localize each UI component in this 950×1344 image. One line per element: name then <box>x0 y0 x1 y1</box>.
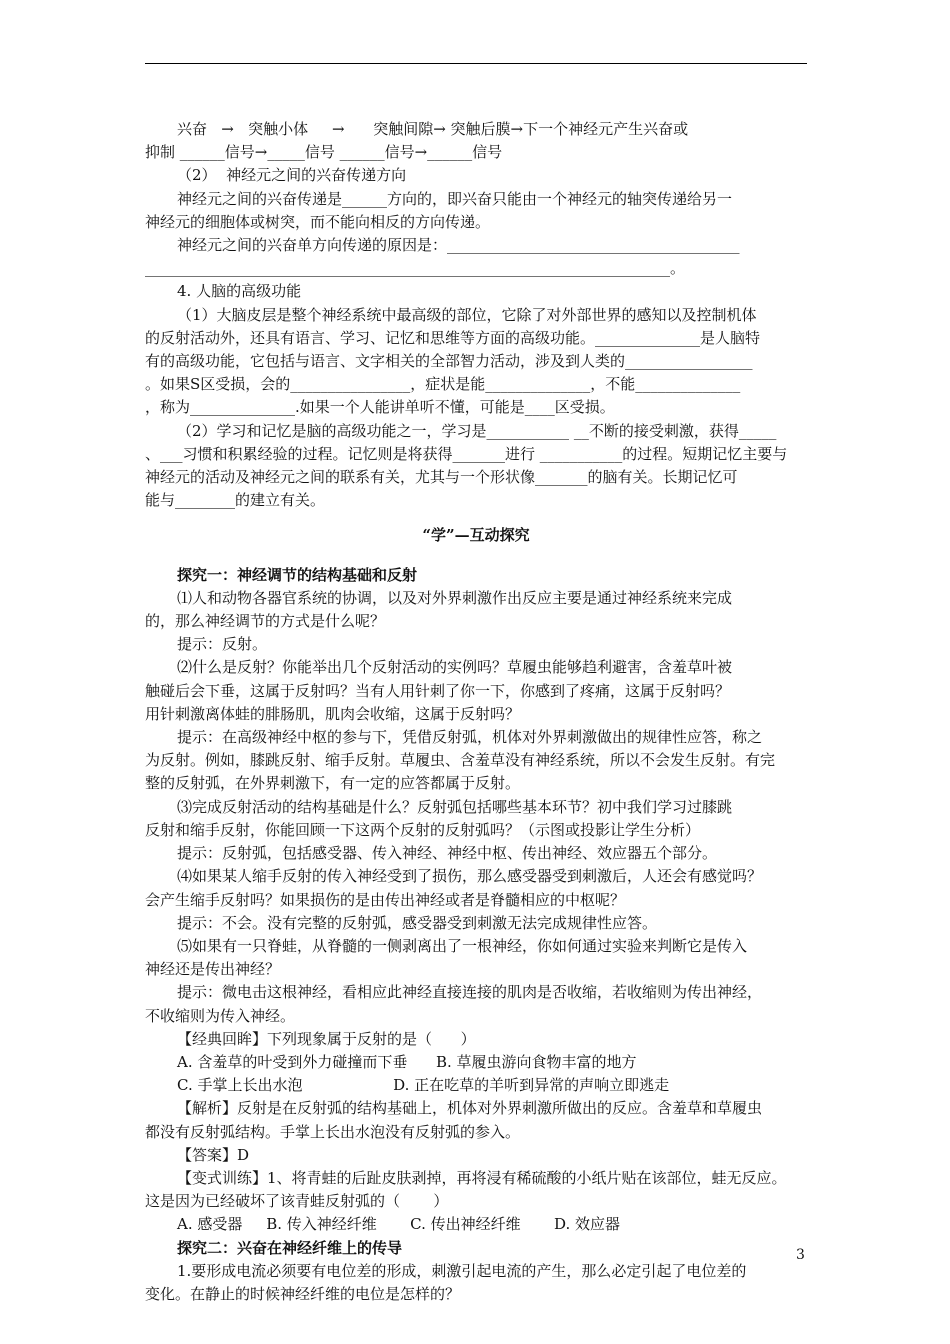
text-line: 变化。在静止的时候神经纤维的电位是怎样的？ <box>145 1284 461 1303</box>
text-line: ⑴人和动物各器官系统的协调，以及对外界刺激作出反应主要是通过神经系统来完成 <box>177 588 733 607</box>
text-line: A. 含羞草的叶受到外力碰撞而下垂 B. 草履虫游向食物丰富的地方 <box>177 1052 637 1071</box>
text-line: （2）学习和记忆是脑的高级功能之一，学习是___________ __不断的接受刺激，获得_____ <box>177 421 777 440</box>
document-body <box>145 118 807 1306</box>
text-line: 神经元的细胞体或树突，而不能向相反的方向传递。 <box>145 212 491 231</box>
page-number: 3 <box>796 1247 805 1263</box>
spacer <box>145 548 807 564</box>
text-line: 反射和缩手反射，你能回顾一下这两个反射的反射弧吗？（示图或投影让学生分析） <box>145 820 701 839</box>
text-line: 4. 人脑的高级功能 <box>177 282 302 301</box>
text-line: 抑制 ______信号→_____信号 ______信号→______信号 <box>145 143 503 162</box>
text-line: 不收缩则为传入神经。 <box>145 1006 296 1025</box>
text-line: ⑸如果有一只脊蛙，从脊髓的一侧剥离出了一根神经，你如何通过实验来判断它是传入 <box>177 936 748 955</box>
text-line: 神经元之间的兴奋单方向传递的原因是：_______________________________________ <box>177 236 740 255</box>
text-line: 神经还是传出神经？ <box>145 960 281 979</box>
text-line: 。如果S区受损，会的________________，症状是能______________，不能______________ <box>145 375 741 394</box>
text-line: 提示：不会。没有完整的反射弧，感受器受到刺激无法完成规律性应答。 <box>177 913 658 932</box>
text-line: 能与________的建立有关。 <box>145 491 326 510</box>
text-line: 提示：反射弧，包括感受器、传入神经、神经中枢、传出神经、效应器五个部分。 <box>177 844 718 863</box>
header-rule <box>145 63 807 64</box>
text-line: 整的反射弧，在外界刺激下，有一定的应答都属于反射。 <box>145 774 521 793</box>
text-line: 会产生缩手反射吗？如果损伤的是由传出神经或者是脊髓相应的中枢呢？ <box>145 890 626 909</box>
text-line: 神经元的活动及神经元之间的联系有关，尤其与一个形状像_______的脑有关。长期记忆可 <box>145 468 738 487</box>
text-line: C. 手掌上长出水泡 D. 正在吃草的羊听到异常的声响立即逃走 <box>177 1076 670 1095</box>
text-line: 【经典回眸】下列现象属于反射的是（ ） <box>177 1029 476 1048</box>
text-line: 1.要形成电流必须要有电位差的形成，刺激引起电流的产生，那么必定引起了电位差的 <box>177 1261 747 1280</box>
text-line: 【答案】D <box>177 1145 250 1164</box>
text-line: 触碰后会下垂，这属于反射吗？当有人用针刺了你一下，你感到了疼痛，这属于反射吗？ <box>145 681 731 700</box>
text-line: 、___习惯和积累经验的过程。记忆则是将获得_______进行 ___________的过程。短期记忆主要与 <box>145 444 788 463</box>
text-line: A. 感受器 B. 传入神经纤维 C. 传出神经纤维 D. 效应器 <box>177 1215 621 1234</box>
text-line: 探究二：兴奋在神经纤维上的传导 <box>177 1238 403 1257</box>
text-line: 的，那么神经调节的方式是什么呢？ <box>145 612 386 631</box>
text-line: 用针刺激离体蛙的腓肠肌，肌肉会收缩，这属于反射吗？ <box>145 704 521 723</box>
text-line: 都没有反射弧结构。手掌上长出水泡没有反射弧的参入。 <box>145 1122 521 1141</box>
text-line: 有的高级功能，它包括与语言、文字相关的全部智力活动，涉及到人类的_________________ <box>145 352 753 371</box>
text-line: ______________________________________________________________________。 <box>145 259 686 278</box>
text-line: 探究一：神经调节的结构基础和反射 <box>177 565 418 584</box>
text-line: 【解析】反射是在反射弧的结构基础上，机体对外界刺激所做出的反应。含羞草和草履虫 <box>177 1099 763 1118</box>
text-line: “学”—互动探究 <box>422 526 530 545</box>
text-line: ，称为______________.如果一个人能讲单听不懂，可能是____区受损。 <box>145 398 615 417</box>
text-line: 提示：微电击这根神经，看相应此神经直接连接的肌肉是否收缩，若收缩则为传出神经， <box>177 983 763 1002</box>
text-line: ⑶完成反射活动的结构基础是什么？反射弧包括哪些基本环节？初中我们学习过膝跳 <box>177 797 733 816</box>
text-line: ⑷如果某人缩手反射的传入神经受到了损伤，那么感受器受到刺激后，人还会有感觉吗？ <box>177 867 763 886</box>
text-line: 【变式训练】1、将青蛙的后趾皮肤剥掉，再将浸有稀硫酸的小纸片贴在该部位，蛙无反应。 <box>177 1168 787 1187</box>
text-line: 的反射活动外，还具有语言、学习、记忆和思维等方面的高级功能。______________是人脑特 <box>145 328 761 347</box>
text-line: （1）大脑皮层是整个神经系统中最高级的部位，它除了对外部世界的感知以及控制机体 <box>177 305 757 324</box>
text-line: 为反射。例如，膝跳反射、缩手反射。草履虫、含羞草没有神经系统，所以不会发生反射。有完 <box>145 751 776 770</box>
text-line: 兴奋 → 突触小体 → 突触间隙→ 突触后膜→下一个神经元产生兴奋或 <box>177 120 689 138</box>
text-line: （2） 神经元之间的兴奋传递方向 <box>177 166 407 185</box>
text-line: 这是因为已经破坏了该青蛙反射弧的（ ） <box>145 1192 449 1211</box>
text-line: 提示：反射。 <box>177 635 268 654</box>
text-line: 提示：在高级神经中枢的参与下，凭借反射弧，机体对外界刺激做出的规律性应答，称之 <box>177 728 763 747</box>
text-line: ⑵什么是反射？你能举出几个反射活动的实例吗？草履虫能够趋利避害，含羞草叶被 <box>177 658 733 677</box>
spacer <box>145 512 807 524</box>
text-line: 神经元之间的兴奋传递是______方向的，即兴奋只能由一个神经元的轴突传递给另一 <box>177 189 733 208</box>
